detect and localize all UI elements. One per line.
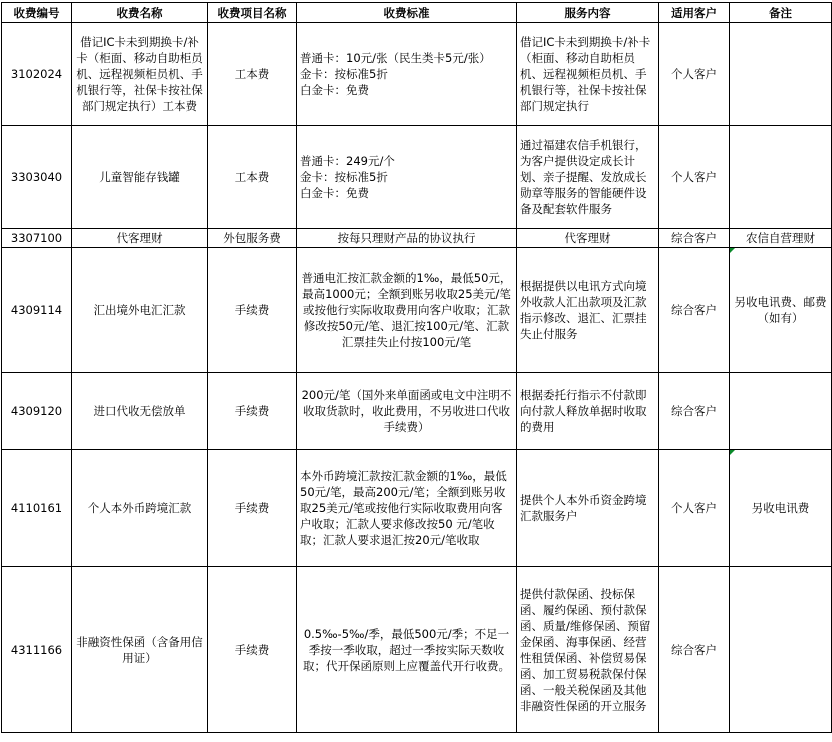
remark bbox=[730, 373, 832, 450]
applicable-customer: 综合客户 bbox=[659, 567, 730, 733]
standard-line: 普通电汇按汇款金额的1‰，最低50元，最高1000元；全额到账另收取25美元/笔或按他行实际收取费用向客户收取；汇款修改按50元/笔、退汇按100元/笔、汇款汇票挂失止付按100元/笔 bbox=[301, 271, 512, 349]
header-service: 服务内容 bbox=[517, 3, 659, 23]
fee-standard bbox=[297, 229, 517, 248]
fee-code: 3307100 bbox=[2, 229, 72, 248]
standard-line: 按每只理财产品的协议执行 bbox=[337, 231, 476, 245]
standard-line: 金卡：按标准5折 bbox=[300, 67, 388, 81]
standard-line: 普通卡：10元/张（民生类卡5元/张） bbox=[300, 51, 491, 65]
fee-item: 外包服务费 bbox=[208, 229, 297, 248]
fee-code: 3102024 bbox=[2, 23, 72, 126]
applicable-customer: 综合客户 bbox=[659, 373, 730, 450]
fee-item: 手续费 bbox=[208, 567, 297, 733]
fee-standard bbox=[297, 23, 517, 126]
comment-marker-icon bbox=[730, 450, 735, 455]
standard-line: 普通卡：249元/个 bbox=[300, 154, 395, 168]
applicable-customer: 个人客户 bbox=[659, 23, 730, 126]
header-customer: 适用客户 bbox=[659, 3, 730, 23]
service-content: 根据委托行指示不付款即向付款人释放单据时收取的费用 bbox=[517, 373, 659, 450]
table-row bbox=[2, 229, 832, 248]
standard-line: 白金卡：免费 bbox=[300, 83, 369, 97]
fee-standard bbox=[297, 450, 517, 567]
fee-name: 非融资性保函（含备用信用证） bbox=[72, 567, 208, 733]
comment-marker-icon bbox=[730, 248, 735, 253]
applicable-customer: 综合客户 bbox=[659, 248, 730, 373]
standard-line: 0.5‰-5‰/季，最低500元/季；不足一季按一季收取，超过一季按实际天数收取；代开保函原则上应覆盖代开行收费。 bbox=[303, 626, 510, 673]
fee-standard bbox=[297, 248, 517, 373]
remark bbox=[730, 126, 832, 229]
table-row bbox=[2, 23, 832, 126]
service-content: 通过福建农信手机银行，为客户提供设定成长计划、亲子提醒、发放成长勋章等服务的智能硬件设备及配套软件服务 bbox=[517, 126, 659, 229]
fee-item: 手续费 bbox=[208, 248, 297, 373]
applicable-customer: 综合客户 bbox=[659, 229, 730, 248]
table-row bbox=[2, 126, 832, 229]
service-content: 根据提供以电讯方式向境外收款人汇出款项及汇款指示修改、退汇、汇票挂失止付服务 bbox=[517, 248, 659, 373]
applicable-customer: 个人客户 bbox=[659, 126, 730, 229]
fee-item: 手续费 bbox=[208, 450, 297, 567]
fee-item: 工本费 bbox=[208, 23, 297, 126]
fee-code: 3303040 bbox=[2, 126, 72, 229]
header-item: 收费项目名称 bbox=[208, 3, 297, 23]
table-row bbox=[2, 373, 832, 450]
fee-standard bbox=[297, 567, 517, 733]
fee-code: 4309114 bbox=[2, 248, 72, 373]
table-row bbox=[2, 248, 832, 373]
remark bbox=[730, 23, 832, 126]
fee-code: 4311166 bbox=[2, 567, 72, 733]
standard-line: 白金卡：免费 bbox=[300, 186, 369, 200]
header-standard: 收费标准 bbox=[297, 3, 517, 23]
service-content: 借记IC卡未到期换卡/补卡（柜面、移动自助柜员机、远程视频柜员机、手机银行等，社保卡按社保部门规定执行 bbox=[517, 23, 659, 126]
header-code: 收费编号 bbox=[2, 3, 72, 23]
service-content: 提供付款保函、投标保函、履约保函、预付款保函、质量/维修保函、预留金保函、海事保函、经营性租赁保函、补偿贸易保函、加工贸易税款保付保函、一般关税保函及其他非融资性保函的开立服务 bbox=[517, 567, 659, 733]
fee-name: 个人本外币跨境汇款 bbox=[72, 450, 208, 567]
header-row bbox=[2, 3, 832, 23]
remark-text: 另收电讯费、邮费（如有） bbox=[734, 295, 827, 325]
fee-name: 代客理财 bbox=[72, 229, 208, 248]
remark-text: 另收电讯费 bbox=[751, 501, 810, 515]
fee-item: 工本费 bbox=[208, 126, 297, 229]
service-content: 代客理财 bbox=[517, 229, 659, 248]
table-row bbox=[2, 450, 832, 567]
fee-code: 4309120 bbox=[2, 373, 72, 450]
fee-standard bbox=[297, 373, 517, 450]
fee-item: 手续费 bbox=[208, 373, 297, 450]
standard-line: 200元/笔（国外来单面函或电文中注明不收取货款时，收此费用，不另收进口代收手续费） bbox=[301, 388, 512, 434]
header-note: 备注 bbox=[730, 3, 832, 23]
remark bbox=[730, 248, 832, 373]
remark bbox=[730, 450, 832, 567]
remark bbox=[730, 567, 832, 733]
fee-table bbox=[1, 2, 832, 733]
fee-name: 儿童智能存钱罐 bbox=[72, 126, 208, 229]
table-row bbox=[2, 567, 832, 733]
fee-code: 4110161 bbox=[2, 450, 72, 567]
remark: 农信自营理财 bbox=[730, 229, 832, 248]
fee-name: 汇出境外电汇汇款 bbox=[72, 248, 208, 373]
applicable-customer: 个人客户 bbox=[659, 450, 730, 567]
header-name: 收费名称 bbox=[72, 3, 208, 23]
fee-name: 进口代收无偿放单 bbox=[72, 373, 208, 450]
fee-name: 借记IC卡未到期换卡/补卡（柜面、移动自助柜员机、远程视频柜员机、手机银行等，社保卡按社保部门规定执行）工本费 bbox=[72, 23, 208, 126]
service-content: 提供个人本外币资金跨境汇款服务户 bbox=[517, 450, 659, 567]
standard-line: 本外币跨境汇款按汇款金额的1‰，最低50元/笔，最高200元/笔；全额到账另收取25美元/笔或按他行实际收取费用向客户收取；汇款人要求修改按50 元/笔收取；汇款人要求退汇按20元/笔收取 bbox=[300, 469, 507, 547]
standard-line: 金卡：按标准5折 bbox=[300, 170, 388, 184]
fee-standard bbox=[297, 126, 517, 229]
